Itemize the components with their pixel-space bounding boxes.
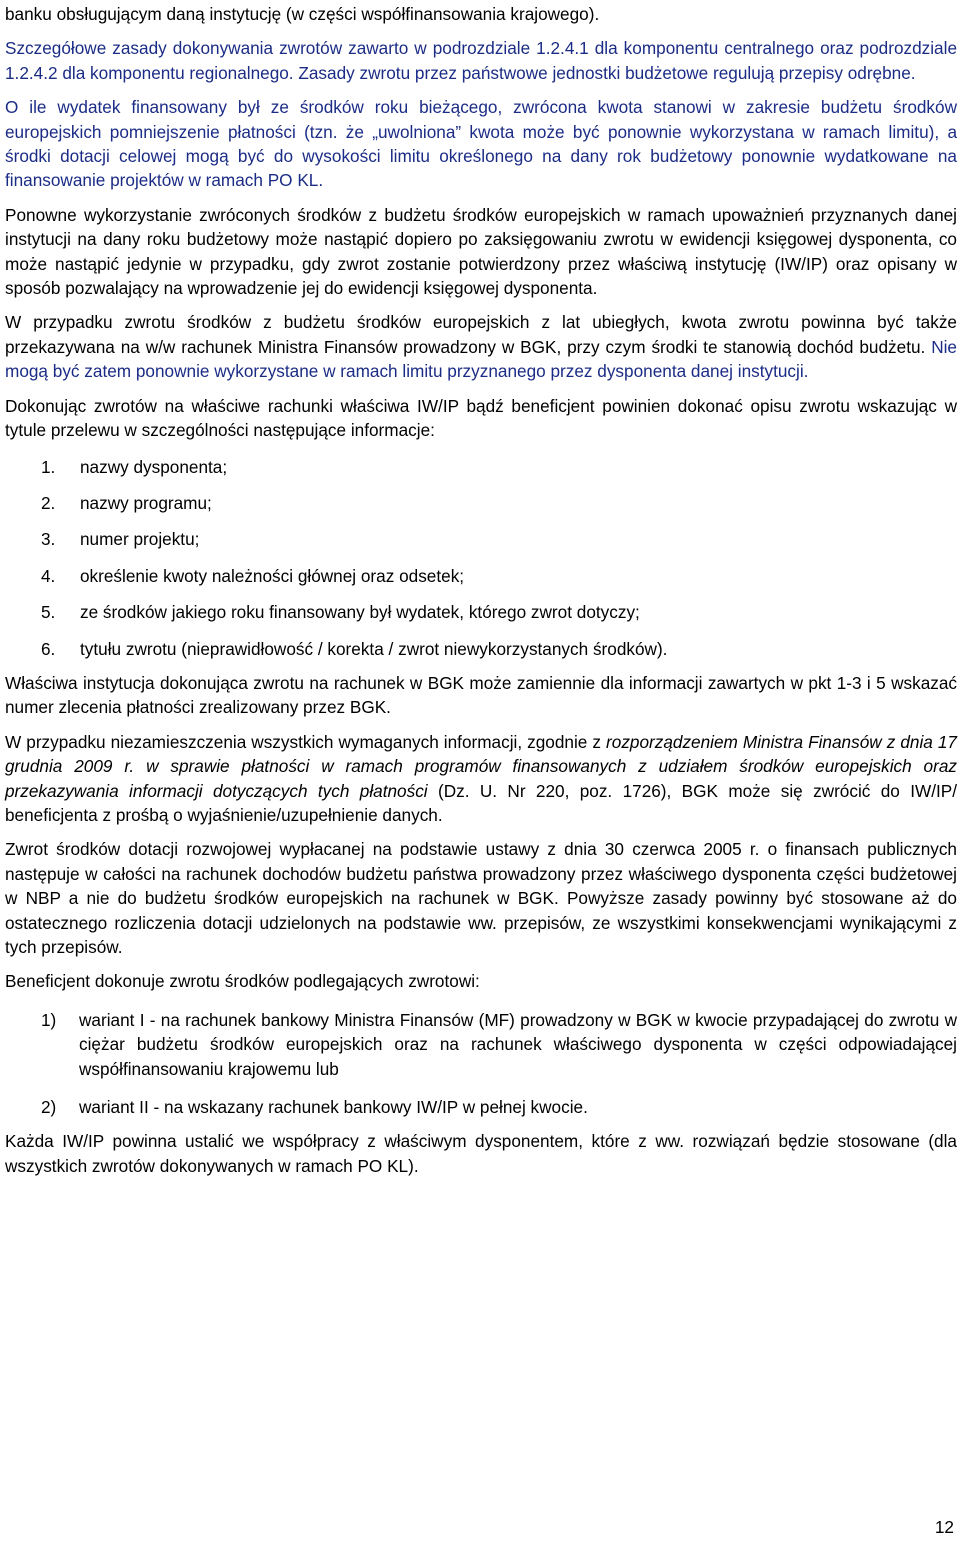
list-item (5, 564, 957, 588)
list-item (5, 1008, 957, 1081)
refund-variants-list (5, 1008, 957, 1120)
paragraph-reuse-of-funds: Ponowne wykorzystanie zwróconych środków z budżetu środków europejskich w ramach upoważnień przyznanych danej instytucji na dany roku budżetowy może nastąpić dopiero po zaksięgowaniu zwrotu w ewidencji księgowej dysponenta, co może nastąpić jedynie w przypadku, gdy zwrot zostanie potwierdzony przez właściwą instytucję (IW/IP) oraz opisany w sposób pozwalający na wprowadzenie jej do ewidencji księgowej dysponenta. (5, 204, 957, 299)
highlighted-text: Szczegółowe zasady dokonywania zwrotów zawarto w podrozdziale 1.2.4.1 dla komponentu centralnego oraz podrozdziale 1.2.4.2 dla komponentu regionalnego. (5, 38, 957, 83)
paragraph-beneficiary-refund: Beneficjent dokonuje zwrotu środków podlegających zwrotowi: (5, 971, 480, 992)
list-item-number: 6. (41, 638, 56, 659)
list-item-number: 4. (41, 565, 56, 586)
list-item-text: wariant II - na wskazany rachunek bankowy IW/IP w pełnej kwocie. (79, 1097, 588, 1118)
list-item-number: 1) (41, 1009, 57, 1030)
list-item-text: numer projektu; (80, 529, 200, 550)
list-item-text: ze środków jakiego roku finansowany był wydatek, którego zwrot dotyczy; (80, 602, 640, 623)
highlighted-text: Zasady zwrotu przez państwowe jednostki budżetowe regulują przepisy odrębne. (298, 62, 916, 83)
list-item (5, 455, 957, 479)
required-information-list (5, 455, 957, 661)
paragraph-development-grant: Zwrot środków dotacji rozwojowej wypłacanej na podstawie ustawy z dnia 30 czerwca 2005 r. o finansach publicznych następuje w całości na rachunek dochodów budżetu państwa prowadzony przez właściwego dysponenta części budżetowej w NBP a nie do budżetu środków europejskich na rachunek w BGK. Powyższe zasady powinny być stosowane aż do ostatecznego rozliczenia dotacji udzielonych na podstawie ww. przepisów, ze wszystkimi konsekwencjami wynikającymi z tych przepisów. (5, 839, 957, 957)
paragraph-missing-information: W przypadku niezamieszczenia wszystkich wymaganych informacji, zgodnie z rozporządzeniem Ministra Finansów z dnia 17 grudnia 2009 r. w sprawie płatności w ramach programów finansowanych z udziałem środków europejskich oraz przekazywania informacji dotyczących tych płatności (Dz. U. Nr 220, poz. 1726), BGK może się zwrócić do IW/IP/ beneficjenta z prośbą o wyjaśnienie/uzupełnienie danych. (5, 731, 957, 825)
paragraph-variant-choice: Każda IW/IP powinna ustalić we współpracy z właściwym dysponentem, które z ww. rozwiązań będzie stosowane (dla wszystkich zwrotów dokonywanych w ramach PO KL). (5, 1131, 957, 1176)
list-item (5, 491, 957, 515)
page-number: 12 (934, 1517, 954, 1537)
list-item-number: 2) (41, 1097, 57, 1118)
list-item-number: 2. (41, 492, 56, 513)
list-item (5, 1095, 957, 1119)
paragraph-previous-years-refund: W przypadku zwrotu środków z budżetu środków europejskich z lat ubiegłych, kwota zwrotu powinna być także przekazywana na w/w rachunek Ministra Finansów prowadzony w BGK, przy czym środki te stanowią dochód budżetu. Nie mogą być zatem ponownie wykorzystane w ramach limitu przyznanego przez dysponenta danej instytucji. (5, 312, 957, 382)
list-item-number: 5. (41, 602, 56, 623)
paragraph-bgk-order-number: Właściwa instytucja dokonująca zwrotu na rachunek w BGK może zamiennie dla informacji zawartych w pkt 1-3 i 5 wskazać numer zlecenia płatności zrealizowany przez BGK. (5, 672, 957, 718)
highlighted-text: O ile wydatek finansowany był ze środków roku bieżącego, zwrócona kwota stanowi w zakresie budżetu środków europejskich pomniejszenie płatności (tzn. że „uwolniona” kwota może być ponownie wykorzystana w ramach limitu), a środki dotacji celowej mogą być do wysokości limitu określonego na dany rok budżetowy ponownie wydatkowane na finansowanie projektów w ramach PO KL. (5, 97, 957, 191)
paragraph-refund-rules (5, 36, 957, 85)
paragraph-current-year-expenditure (5, 95, 957, 193)
list-item-text: nazwy dysponenta; (80, 456, 228, 477)
highlighted-text: Nie mogą być zatem ponownie wykorzystane w ramach limitu przyznanego przez dysponenta danej instytucji. (5, 336, 957, 382)
document-body (5, 2, 957, 1178)
paragraph-intro-continuation: banku obsługującym daną instytucję (w części współfinansowania krajowego). (5, 4, 600, 24)
list-item-text: nazwy programu; (80, 492, 212, 513)
list-item-text: wariant I - na rachunek bankowy Ministra Finansów (MF) prowadzony w BGK w kwocie przypadającej do zwrotu w ciężar budżetu środków europejskich oraz na rachunek właściwego dysponenta w części odpowiadającej współfinansowaniu krajowemu lub (79, 1009, 957, 1079)
list-item (5, 600, 957, 624)
paragraph-transfer-description: Dokonując zwrotów na właściwe rachunki właściwa IW/IP bądź beneficjent powinien dokonać opisu zwrotu wskazując w tytule przelewu w szczególności następujące informacje: (5, 395, 957, 441)
list-item-text: tytułu zwrotu (nieprawidłowość / korekta / zwrot niewykorzystanych środków). (80, 638, 668, 659)
regulation-citation: rozporządzeniem Ministra Finansów z dnia 17 grudnia 2009 r. w sprawie płatności w ramach programów finansowanych z udziałem środków europejskich oraz przekazywania informacji dotyczących tych płatności (5, 731, 957, 801)
list-item-text: określenie kwoty należności głównej oraz odsetek; (80, 565, 465, 586)
list-item-number: 1. (41, 456, 56, 477)
list-item-number: 3. (41, 529, 56, 550)
list-item (5, 637, 957, 661)
list-item (5, 527, 957, 551)
